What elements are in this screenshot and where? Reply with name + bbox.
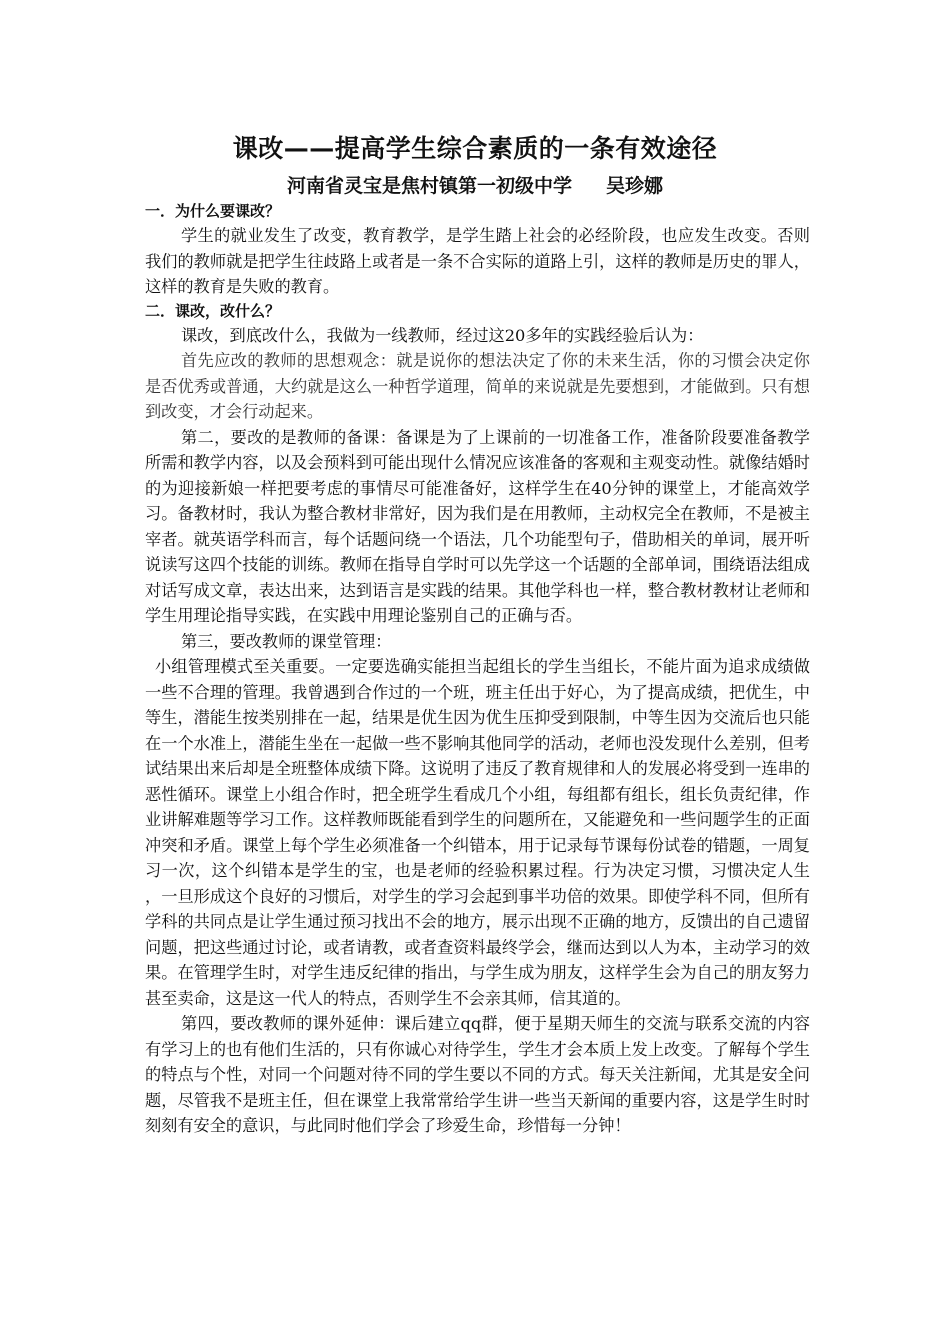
paragraph: 首先应改的教师的思想观念：就是说你的想法决定了你的未来生活，你的习惯会决定你是否优秀或普通，大约就是这么一种哲学道理，简单的来说就是先要想到，才能做到。只有想到改变，才会行动起来。 [145,351,810,421]
school-name: 河南省灵宝是焦村镇第一初级中学 [286,175,572,197]
paragraph: 课改，到底改什么，我做为一线教师，经过这20多年的实践经验后认为： [181,325,704,345]
paragraph: 第二，要改的是教师的备课：备课是为了上课前的一切准备工作，准备阶段要准备教学所需和教学内容，以及会预料到可能出现什么情况应该准备的客观和主观变动性。就像结婚时的为迎接新娘一样把要考虑的事情尽可能准备好，这样学生在40分钟的课堂上，才能高效学习。备教材时，我认为整合教材非常好，因为我们是在用教师，主动权完全在教师，不是被主宰者。就英语学科而言，每个话题问绕一个语法，几个功能型句子，借助相关的单词，展开听说读写这四个技能的训练。教师在指导自学时可以先学这一个话题的全部单词，围绕语法组成对话写成文章，表达出来，达到语言是实践的结果。其他学科也一样，整合教材教材让老师和学生用理论指导实践，在实践中用理论鉴别自己的正确与否。 [145,427,810,625]
paragraph: 第四，要改教师的课外延伸：课后建立qq群，便于星期天师生的交流与联系交流的内容有学习上的也有他们生活的，只有你诚心对待学生，学生才会本质上发上改变。了解每个学生的特点与个性，对同一个问题对待不同的学生要以不同的方式。每天关注新闻，尤其是安全问题，尽管我不是班主任，但在课堂上我常常给学生讲一些当天新闻的重要内容，这是学生时时刻刻有安全的意识，与此同时他们学会了珍爱生命，珍惜每一分钟！ [145,1014,810,1135]
paragraph: 学生的就业发生了改变，教育教学，是学生踏上社会的必经阶段，也应发生改变。否则我们的教师就是把学生往歧路上或者是一条不合实际的道路上引，这样的教师是历史的罪人，这样的教育是失败的教育。 [145,226,810,296]
paragraph-heading: 第三，要改教师的课堂管理： [181,631,392,651]
byline [0,172,950,200]
article-body [145,200,810,1139]
section-heading-2: 二．课改，改什么？ [145,301,281,320]
document-title: 课改——提高学生综合素质的一条有效途径 [232,134,718,163]
paragraph: 小组管理模式至关重要。一定要选确实能担当起组长的学生当组长，不能片面为追求成绩做一些不合理的管理。我曾遇到合作过的一个班，班主任出于好心，为了提高成绩，把优生，中等生，潜能生按类别排在一起，结果是优生因为优生压抑受到限制，中等生因为交流后也只能在一个水准上，潜能生坐在一起做一些不影响其他同学的活动，老师也没发现什么差别，但考试结果出来后却是全班整体成绩下降。这说明了违反了教育规律和人的发展必将受到一连串的恶性循环。课堂上小组合作时，把全班学生看成几个小组，每组都有组长，组长负责纪律，作业讲解难题等学习工作。这样教师既能看到学生的问题所在，又能避免和一些问题学生的正面冲突和矛盾。课堂上每个学生必须准备一个纠错本，用于记录每节课每份试卷的错题，一周复习一次，这个纠错本是学生的宝，也是老师的经验积累过程。行为决定习惯，习惯决定人生 ，一旦形成这个良好的习惯后，对学生的学习会起到事半功倍的效果。即使学科不同，但所有学科的共同点是让学生通过预习找出不会的地方，展示出现不正确的地方，反馈出的自己遗留问题，把这些通过讨论，或者请教，或者查资料最终学会，继而达到以人为本，主动学习的效果。在管理学生时，对学生违反纪律的指出，与学生成为朋友，这样学生会为自己的朋友努力甚至卖命，这是这一代人的特点，否则学生不会亲其师，信其道的。 [145,657,810,1008]
author-name: 吴珍娜 [606,175,664,197]
section-heading-1: 一．为什么要课改？ [145,202,281,220]
